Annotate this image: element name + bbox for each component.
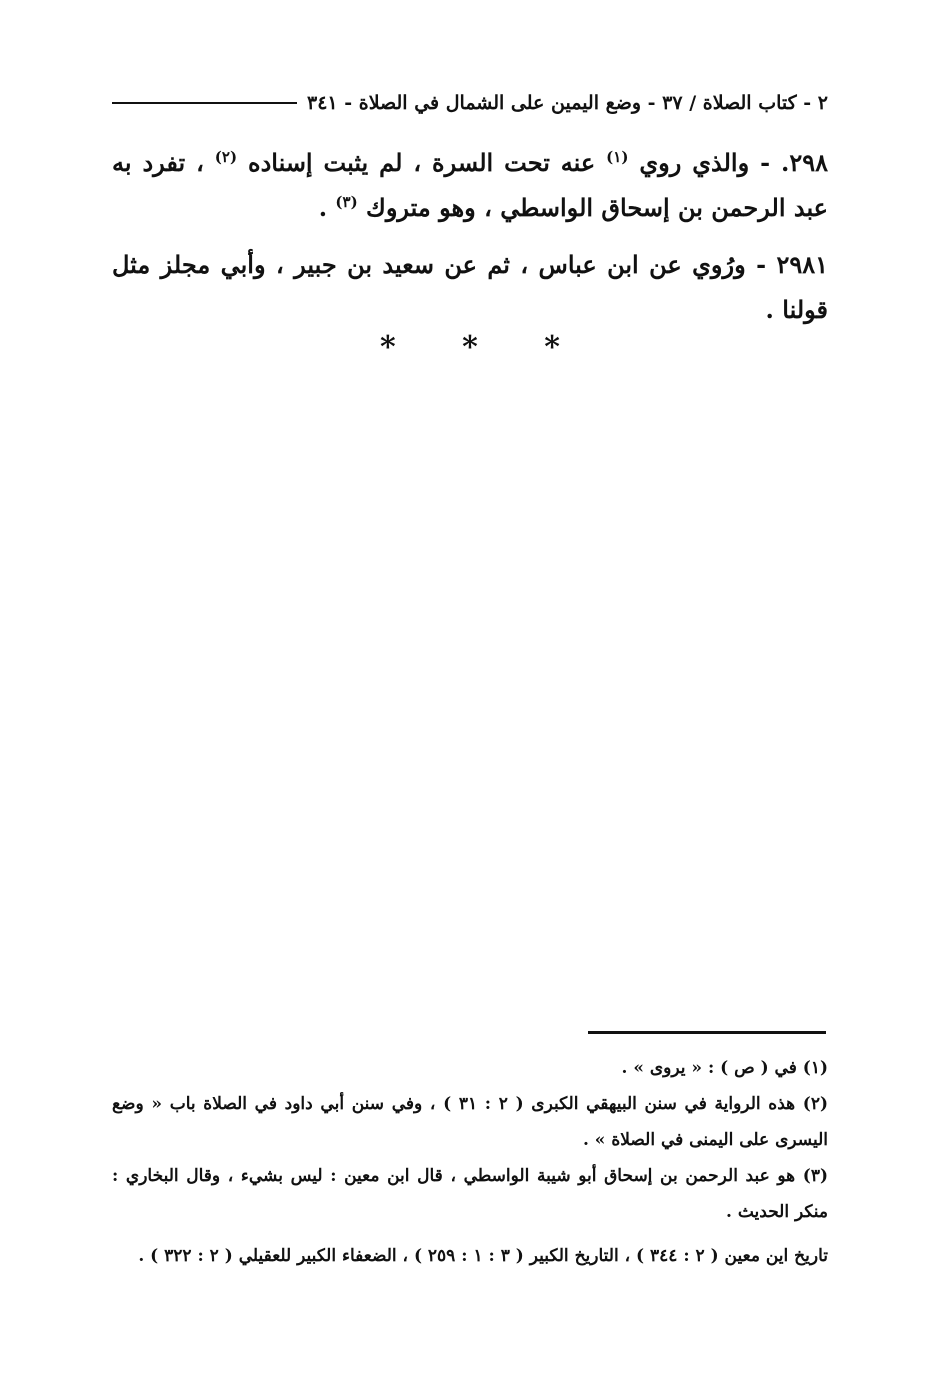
asterisk: *: [544, 330, 560, 365]
footnotes: [112, 1050, 828, 1274]
paragraph-text: .: [318, 193, 328, 222]
section-separator: [112, 330, 828, 365]
footnote-rule: [588, 1031, 826, 1034]
header-rule: [112, 102, 297, 104]
paragraph-2980: [112, 140, 828, 230]
asterisk: *: [379, 330, 396, 365]
footnote-2: (٢) هذه الرواية في سنن البيهقي الكبرى ( ٢ : ٣١ ) ، وفي سنن أبي داود في الصلاة باب « وضع اليسرى على اليمنى في الصلاة » .: [112, 1094, 828, 1150]
footnote-ref-3: (٣): [335, 193, 358, 211]
page-header: [112, 88, 828, 118]
paragraph-text: ، تفرد به عبد الرحمن بن إسحاق الواسطي ، وهو متروك: [112, 148, 828, 222]
main-text: [112, 140, 828, 344]
footnote-sources: تاريخ اين معين ( ٢ : ٣٤٤ ) ، التاريخ الكبير ( ٣ : ١ : ٢٥٩ ) ، الضعفاء الكبير للعقيلي ( ٢ : ٣٢٢ ) .: [138, 1246, 828, 1266]
paragraph-2981: ٢٩٨١ - ورُوي عن ابن عباس ، ثم عن سعيد بن جبير ، وأبي مجلز مثل قولنا .: [112, 250, 829, 324]
footnote-3: (٣) هو عبد الرحمن بن إسحاق أبو شيبة الواسطي ، قال ابن معين : ليس بشيء ، وقال البخاري : منكر الحديث .: [112, 1166, 828, 1222]
footnote-ref-2: (٢): [214, 148, 238, 166]
running-head: ٢ - كتاب الصلاة / ٣٧ - وضع اليمين على الشمال في الصلاة - ٣٤١: [307, 92, 828, 114]
asterisk: *: [462, 330, 478, 365]
footnote-1: (١) في ( ص ) : « يروى » .: [621, 1058, 828, 1078]
paragraph-text: ٢٩٨. - والذي روي: [639, 148, 828, 177]
paragraph-text: عنه تحت السرة ، لم يثبت إسناده: [248, 148, 596, 177]
footnote-ref-1: (١): [606, 148, 629, 166]
